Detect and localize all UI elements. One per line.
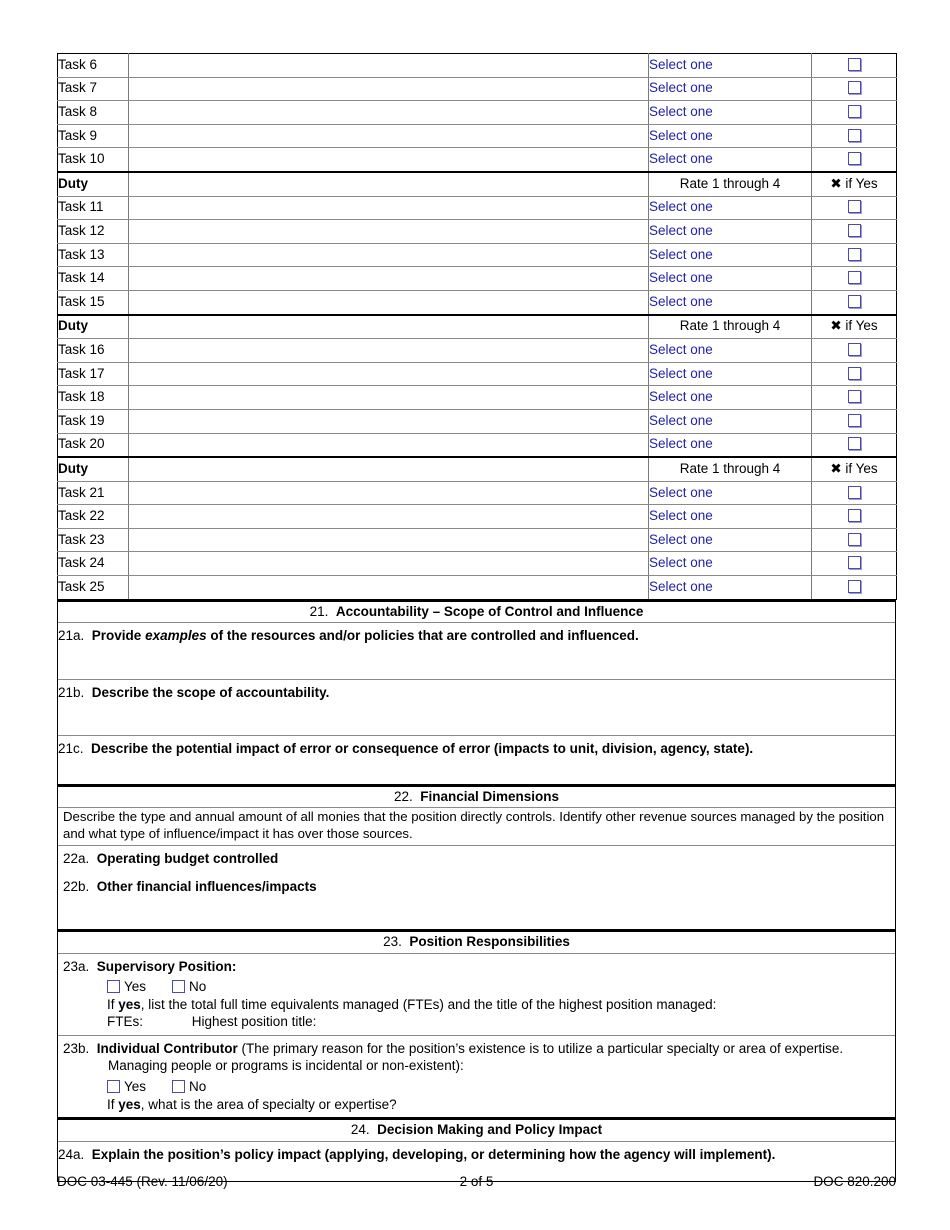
duty-header-row bbox=[58, 172, 897, 196]
checkbox[interactable] bbox=[848, 486, 861, 499]
checkbox[interactable] bbox=[848, 200, 861, 213]
task-description-input[interactable] bbox=[129, 339, 649, 363]
task-checkbox-cell[interactable] bbox=[812, 77, 897, 101]
table-row bbox=[58, 481, 897, 505]
checkbox[interactable] bbox=[848, 343, 861, 356]
section-22-intro: Describe the type and annual amount of all monies that the position directly controls. Identify other revenue sources managed by the position and what type of influence/impact it has over those sources. bbox=[58, 808, 895, 846]
field-23a-ftes-label: FTEs: bbox=[107, 1014, 143, 1030]
task-rate-select[interactable]: Select one bbox=[649, 290, 812, 314]
duty-header-row bbox=[58, 315, 897, 339]
field-23a-highest-label: Highest position title: bbox=[191, 1014, 317, 1030]
task-checkbox-cell[interactable] bbox=[812, 290, 897, 314]
rate-column-header: Rate 1 through 4 bbox=[649, 457, 812, 481]
field-23a bbox=[58, 954, 895, 1036]
task-rate-select[interactable]: Select one bbox=[649, 505, 812, 529]
field-23b-yesno-group bbox=[63, 1078, 889, 1096]
duty-description-input[interactable] bbox=[129, 457, 649, 481]
task-description-input[interactable] bbox=[129, 101, 649, 125]
checkbox[interactable] bbox=[848, 129, 861, 142]
field-23b-note-bold: yes bbox=[118, 1096, 141, 1112]
field-21c[interactable] bbox=[58, 736, 895, 784]
task-checkbox-cell[interactable] bbox=[812, 409, 897, 433]
field-23a-no-label: No bbox=[189, 979, 207, 995]
task-rate-select[interactable]: Select one bbox=[649, 220, 812, 244]
task-description-input[interactable] bbox=[129, 528, 649, 552]
field-22a-label: 22a. bbox=[63, 851, 90, 867]
checkbox[interactable] bbox=[107, 980, 120, 993]
task-rate-select[interactable]: Select one bbox=[649, 481, 812, 505]
field-22-group bbox=[58, 846, 895, 929]
table-row bbox=[58, 196, 897, 220]
task-label: Task 9 bbox=[58, 124, 129, 148]
task-label: Task 25 bbox=[58, 576, 129, 600]
field-22b[interactable] bbox=[63, 878, 889, 896]
task-description-input[interactable] bbox=[129, 148, 649, 172]
task-checkbox-cell[interactable] bbox=[812, 124, 897, 148]
checkbox[interactable] bbox=[848, 295, 861, 308]
checkbox[interactable] bbox=[848, 414, 861, 427]
task-label: Task 12 bbox=[58, 220, 129, 244]
task-rate-select[interactable]: Select one bbox=[649, 124, 812, 148]
task-checkbox-cell[interactable] bbox=[812, 528, 897, 552]
field-22a-answer-area[interactable] bbox=[63, 868, 889, 878]
table-row bbox=[58, 552, 897, 576]
document-page bbox=[57, 53, 896, 1182]
footer-form-number: DOC 03-445 (Rev. 11/06/20) bbox=[57, 1174, 228, 1189]
field-23a-no-option[interactable] bbox=[172, 979, 206, 994]
table-row bbox=[58, 267, 897, 291]
rate-column-header: Rate 1 through 4 bbox=[649, 172, 812, 196]
task-checkbox-cell[interactable] bbox=[812, 54, 897, 78]
task-checkbox-cell[interactable] bbox=[812, 243, 897, 267]
table-row bbox=[58, 386, 897, 410]
task-rate-select[interactable]: Select one bbox=[649, 576, 812, 600]
checkbox[interactable] bbox=[848, 81, 861, 94]
table-row bbox=[58, 290, 897, 314]
field-22b-label: 22b. bbox=[63, 878, 90, 894]
field-23b-heading-line bbox=[63, 1040, 889, 1075]
task-rate-select[interactable]: Select one bbox=[649, 243, 812, 267]
field-23b-no-label: No bbox=[189, 1079, 207, 1094]
table-row bbox=[58, 54, 897, 78]
task-label: Task 11 bbox=[58, 196, 129, 220]
footer-page-number: 2 of 5 bbox=[459, 1174, 494, 1189]
task-description-input[interactable] bbox=[129, 386, 649, 410]
field-23a-note-pre: If bbox=[107, 996, 119, 1012]
checkbox[interactable] bbox=[848, 367, 861, 380]
task-description-input[interactable] bbox=[129, 124, 649, 148]
check-column-header: ✖ if Yes bbox=[812, 457, 897, 481]
check-column-header: ✖ if Yes bbox=[812, 315, 897, 339]
checkbox[interactable] bbox=[848, 509, 861, 522]
section-21-header bbox=[58, 600, 895, 624]
task-description-input[interactable] bbox=[129, 576, 649, 600]
field-23b bbox=[58, 1036, 895, 1117]
task-checkbox-cell[interactable] bbox=[812, 196, 897, 220]
checkbox[interactable] bbox=[172, 1080, 185, 1093]
task-rate-select[interactable]: Select one bbox=[649, 528, 812, 552]
task-description-input[interactable] bbox=[129, 433, 649, 457]
field-23b-label: 23b. bbox=[63, 1040, 90, 1056]
table-row bbox=[58, 505, 897, 529]
task-checkbox-cell[interactable] bbox=[812, 220, 897, 244]
task-label: Task 17 bbox=[58, 362, 129, 386]
task-rate-select[interactable]: Select one bbox=[649, 54, 812, 78]
task-checkbox-cell[interactable] bbox=[812, 481, 897, 505]
section-23-number: 23. bbox=[383, 934, 402, 950]
section-23-header bbox=[58, 930, 895, 954]
task-rate-select[interactable]: Select one bbox=[649, 552, 812, 576]
task-checkbox-cell[interactable] bbox=[812, 148, 897, 172]
field-23b-note-pre: If bbox=[107, 1096, 119, 1112]
task-description-input[interactable] bbox=[129, 77, 649, 101]
task-rate-select[interactable]: Select one bbox=[649, 196, 812, 220]
field-23b-no-option[interactable] bbox=[172, 1079, 206, 1094]
table-row bbox=[58, 124, 897, 148]
task-label: Task 24 bbox=[58, 552, 129, 576]
checkbox[interactable] bbox=[848, 580, 861, 593]
table-row bbox=[58, 339, 897, 363]
field-23a-note-bold: yes bbox=[118, 996, 141, 1012]
field-23a-note bbox=[63, 996, 889, 1014]
task-checkbox-cell[interactable] bbox=[812, 362, 897, 386]
field-21b-text: Describe the scope of accountability. bbox=[91, 684, 330, 700]
table-row bbox=[58, 362, 897, 386]
field-23b-heading: Individual Contributor bbox=[96, 1040, 238, 1056]
task-description-input[interactable] bbox=[129, 552, 649, 576]
table-row bbox=[58, 101, 897, 125]
section-21 bbox=[57, 600, 896, 785]
section-23-title: Position Responsibilities bbox=[409, 934, 570, 950]
task-rate-select[interactable]: Select one bbox=[649, 433, 812, 457]
field-23b-note-post: , what is the area of specialty or expertise? bbox=[140, 1096, 397, 1112]
field-23a-ftes-line[interactable] bbox=[63, 1013, 889, 1031]
table-row bbox=[58, 409, 897, 433]
task-description-input[interactable] bbox=[129, 196, 649, 220]
section-24-title: Decision Making and Policy Impact bbox=[377, 1122, 603, 1138]
task-rate-select[interactable]: Select one bbox=[649, 77, 812, 101]
field-23b-yes-label: Yes bbox=[124, 1079, 147, 1094]
task-label: Task 10 bbox=[58, 148, 129, 172]
task-checkbox-cell[interactable] bbox=[812, 433, 897, 457]
checkbox[interactable] bbox=[848, 556, 861, 569]
task-label: Task 20 bbox=[58, 433, 129, 457]
footer-policy-number: DOC 820.200 bbox=[813, 1174, 896, 1189]
duty-label: Duty bbox=[58, 172, 129, 196]
field-23a-label: 23a. bbox=[63, 958, 90, 974]
task-checkbox-cell[interactable] bbox=[812, 505, 897, 529]
task-label: Task 16 bbox=[58, 339, 129, 363]
section-24-number: 24. bbox=[350, 1122, 370, 1138]
task-checkbox-cell[interactable] bbox=[812, 101, 897, 125]
section-22 bbox=[57, 785, 896, 930]
checkbox[interactable] bbox=[848, 224, 861, 237]
task-description-input[interactable] bbox=[129, 409, 649, 433]
task-rate-select[interactable]: Select one bbox=[649, 409, 812, 433]
table-row bbox=[58, 148, 897, 172]
task-label: Task 7 bbox=[58, 77, 129, 101]
task-rate-select[interactable]: Select one bbox=[649, 362, 812, 386]
field-21c-text: Describe the potential impact of error or consequence of error (impacts to unit, division, agency, state). bbox=[91, 741, 754, 757]
task-label: Task 14 bbox=[58, 267, 129, 291]
field-21c-label: 21c. bbox=[58, 741, 84, 757]
field-23a-heading: Supervisory Position: bbox=[96, 958, 237, 974]
checkbox[interactable] bbox=[848, 248, 861, 261]
field-23a-yes-option[interactable] bbox=[107, 979, 146, 994]
field-21b-label: 21b. bbox=[58, 684, 85, 700]
field-21b-answer-area[interactable] bbox=[103, 701, 889, 731]
task-label: Task 13 bbox=[58, 243, 129, 267]
task-description-input[interactable] bbox=[129, 481, 649, 505]
table-row bbox=[58, 433, 897, 457]
task-rate-select[interactable]: Select one bbox=[649, 386, 812, 410]
task-label: Task 22 bbox=[58, 505, 129, 529]
field-21a[interactable] bbox=[58, 623, 895, 680]
checkbox[interactable] bbox=[172, 980, 185, 993]
duty-description-input[interactable] bbox=[129, 172, 649, 196]
field-21a-text-post: of the resources and/or policies that are controlled and influenced. bbox=[206, 628, 639, 644]
field-21c-answer-area[interactable] bbox=[103, 758, 889, 780]
field-23a-note-post: , list the total full time equivalents managed (FTEs) and the title of the highest position managed: bbox=[140, 996, 717, 1012]
table-row bbox=[58, 528, 897, 552]
field-22b-answer-area[interactable] bbox=[63, 895, 889, 925]
task-description-input[interactable] bbox=[129, 290, 649, 314]
task-description-input[interactable] bbox=[129, 362, 649, 386]
task-checkbox-cell[interactable] bbox=[812, 386, 897, 410]
task-label: Task 19 bbox=[58, 409, 129, 433]
task-rate-select[interactable]: Select one bbox=[649, 339, 812, 363]
field-21a-text-italic: examples bbox=[145, 628, 207, 644]
table-row bbox=[58, 576, 897, 600]
section-23 bbox=[57, 930, 896, 1118]
checkbox[interactable] bbox=[848, 271, 861, 284]
task-label: Task 8 bbox=[58, 101, 129, 125]
duty-task-table bbox=[57, 53, 897, 600]
section-21-number: 21. bbox=[309, 603, 329, 619]
checkbox[interactable] bbox=[107, 1080, 120, 1093]
task-checkbox-cell[interactable] bbox=[812, 339, 897, 363]
task-checkbox-cell[interactable] bbox=[812, 576, 897, 600]
page-footer bbox=[57, 1174, 896, 1189]
checkbox[interactable] bbox=[848, 105, 861, 118]
field-21b[interactable] bbox=[58, 680, 895, 737]
task-rate-select[interactable]: Select one bbox=[649, 101, 812, 125]
checkbox[interactable] bbox=[848, 437, 861, 450]
section-24-header bbox=[58, 1118, 895, 1142]
section-22-number: 22. bbox=[393, 788, 413, 804]
section-22-header bbox=[58, 785, 895, 809]
table-row bbox=[58, 77, 897, 101]
field-22a[interactable] bbox=[63, 850, 889, 868]
field-23a-yes-label: Yes bbox=[124, 979, 147, 995]
section-21-title: Accountability – Scope of Control and Influence bbox=[335, 603, 644, 619]
task-description-input[interactable] bbox=[129, 220, 649, 244]
section-22-title: Financial Dimensions bbox=[420, 788, 560, 804]
field-21a-text-pre: Provide bbox=[91, 628, 146, 644]
field-23b-heading-rest: (The primary reason for the position’s existence is to utilize a particular specialty or area of expertise. Managing people or programs is incidental or non-existent): bbox=[108, 1040, 844, 1074]
task-label: Task 23 bbox=[58, 528, 129, 552]
task-checkbox-cell[interactable] bbox=[812, 267, 897, 291]
checkbox[interactable] bbox=[848, 533, 861, 546]
checkbox[interactable] bbox=[848, 152, 861, 165]
checkbox[interactable] bbox=[848, 58, 861, 71]
field-23b-yes-option[interactable] bbox=[107, 1079, 146, 1094]
task-label: Task 18 bbox=[58, 386, 129, 410]
field-23a-yesno-group bbox=[63, 978, 889, 996]
section-24 bbox=[57, 1118, 896, 1182]
task-label: Task 21 bbox=[58, 481, 129, 505]
duty-description-input[interactable] bbox=[129, 315, 649, 339]
task-label: Task 15 bbox=[58, 290, 129, 314]
task-description-input[interactable] bbox=[129, 267, 649, 291]
task-description-input[interactable] bbox=[129, 54, 649, 78]
field-22b-text: Other financial influences/impacts bbox=[96, 878, 317, 894]
task-label: Task 6 bbox=[58, 54, 129, 78]
task-description-input[interactable] bbox=[129, 243, 649, 267]
task-rate-select[interactable]: Select one bbox=[649, 148, 812, 172]
check-column-header: ✖ if Yes bbox=[812, 172, 897, 196]
field-24a-text: Explain the position’s policy impact (applying, developing, or determining how the agency will implement). bbox=[91, 1146, 776, 1162]
table-row bbox=[58, 220, 897, 244]
duty-header-row bbox=[58, 457, 897, 481]
field-24a-label: 24a. bbox=[58, 1146, 85, 1162]
field-22a-text: Operating budget controlled bbox=[96, 851, 279, 867]
rate-column-header: Rate 1 through 4 bbox=[649, 315, 812, 339]
checkbox[interactable] bbox=[848, 390, 861, 403]
task-checkbox-cell[interactable] bbox=[812, 552, 897, 576]
field-21a-label: 21a. bbox=[58, 628, 85, 644]
field-23a-heading-line bbox=[63, 958, 889, 976]
task-description-input[interactable] bbox=[129, 505, 649, 529]
field-21a-answer-area[interactable] bbox=[103, 645, 889, 675]
table-row bbox=[58, 243, 897, 267]
duty-label: Duty bbox=[58, 457, 129, 481]
task-rate-select[interactable]: Select one bbox=[649, 267, 812, 291]
duty-label: Duty bbox=[58, 315, 129, 339]
field-23b-note[interactable] bbox=[63, 1096, 889, 1114]
